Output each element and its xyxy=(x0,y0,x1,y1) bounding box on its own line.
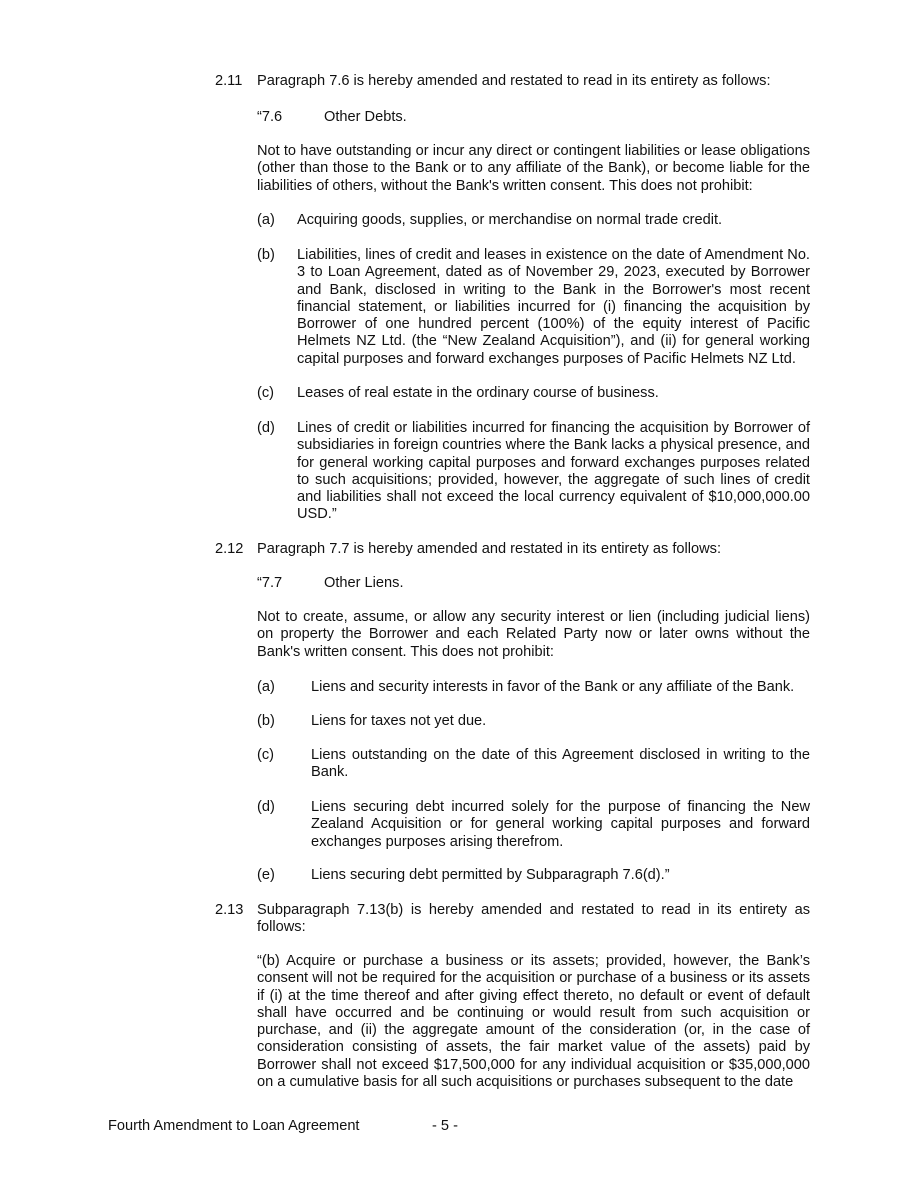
item-text: Liabilities, lines of credit and leases in existence on the date of Amendment No. 3 to Loan Agreement, dated as of November 29, 2023, executed by Borrower and Bank, disclosed in writing to the Bank in the Borrower's most recent financial statement, or liabilities incurred for (i) financing the acquisition by Borrower of one hundred percent (100%) of the equity interest of Pacific Helmets NZ Ltd. (the “New Zealand Acquisition”), and (ii) for general working capital purposes and forward exchanges purposes of Pacific Helmets NZ Ltd. xyxy=(297,247,810,367)
item-letter: (e) xyxy=(257,867,275,883)
section-heading: Paragraph 7.7 is hereby amended and restated in its entirety as follows: xyxy=(257,541,722,557)
item-letter: (a) xyxy=(257,212,275,228)
paragraph-intro: Not to create, assume, or allow any security interest or lien (including judicial liens) on property the Borrower and each Related Party now or later owns without the Bank's written consent. This does not prohibit: xyxy=(257,609,810,660)
page-number: - 5 - xyxy=(432,1118,458,1134)
quote-number: “7.7 xyxy=(257,575,283,591)
item-letter: (b) xyxy=(257,713,275,729)
item-letter: (d) xyxy=(257,420,275,436)
item-text: Liens for taxes not yet due. xyxy=(311,713,487,729)
item-text: Leases of real estate in the ordinary course of business. xyxy=(297,385,659,401)
item-text: Liens securing debt incurred solely for the purpose of financing the New Zealand Acquisition or for general working capital purposes and forward exchanges purposes arising therefrom. xyxy=(311,799,810,850)
item-text: Lines of credit or liabilities incurred for financing the acquisition by Borrower of subsidiaries in foreign countries where the Bank lacks a physical presence, and for general working capital purposes and forward exchanges purposes related to such acquisitions; provided, however, the aggregate of such lines of credit and liabilities shall not exceed the local currency equivalent of $10,000,000.00 USD.” xyxy=(297,420,810,523)
paragraph-intro: Not to have outstanding or incur any direct or contingent liabilities or lease obligations (other than those to the Bank or to any affiliate of the Bank), or become liable for the liabilities of others, without the Bank's written consent. This does not prohibit: xyxy=(257,143,810,194)
item-text: Liens and security interests in favor of the Bank or any affiliate of the Bank. xyxy=(311,679,795,695)
quote-title: Other Debts. xyxy=(324,109,407,125)
section-number: 2.12 xyxy=(215,541,244,557)
quote-title: Other Liens. xyxy=(324,575,404,591)
item-letter: (d) xyxy=(257,799,275,815)
item-letter: (a) xyxy=(257,679,275,695)
item-letter: (c) xyxy=(257,747,275,763)
item-letter: (c) xyxy=(257,385,275,401)
item-letter: (b) xyxy=(257,247,275,263)
footer-title: Fourth Amendment to Loan Agreement xyxy=(108,1118,360,1134)
section-number: 2.11 xyxy=(215,73,243,89)
section-heading: Subparagraph 7.13(b) is hereby amended and restated to read in its entirety as follows: xyxy=(257,902,810,936)
item-text: Acquiring goods, supplies, or merchandise on normal trade credit. xyxy=(297,212,723,228)
section-heading: Paragraph 7.6 is hereby amended and restated to read in its entirety as follows: xyxy=(257,73,771,89)
quote-number: “7.6 xyxy=(257,109,283,125)
paragraph-body: “(b) Acquire or purchase a business or its assets; provided, however, the Bank’s consent will not be required for the acquisition or purchase of a business or its assets if (i) at the time thereof and after giving effect thereto, no default or event of default shall have occurred and be continuing or would result from such acquisition or purchase, and (ii) the aggregate amount of the consideration (or, in the case of consideration consisting of assets, the fair market value of the assets) paid by Borrower shall not exceed $17,500,000 for any individual acquisition or $35,000,000 on a cumulative basis for all such acquisitions or purchases subsequent to the date xyxy=(257,953,810,1091)
section-number: 2.13 xyxy=(215,902,244,918)
item-text: Liens securing debt permitted by Subparagraph 7.6(d).” xyxy=(311,867,670,883)
item-text: Liens outstanding on the date of this Agreement disclosed in writing to the Bank. xyxy=(311,747,810,781)
